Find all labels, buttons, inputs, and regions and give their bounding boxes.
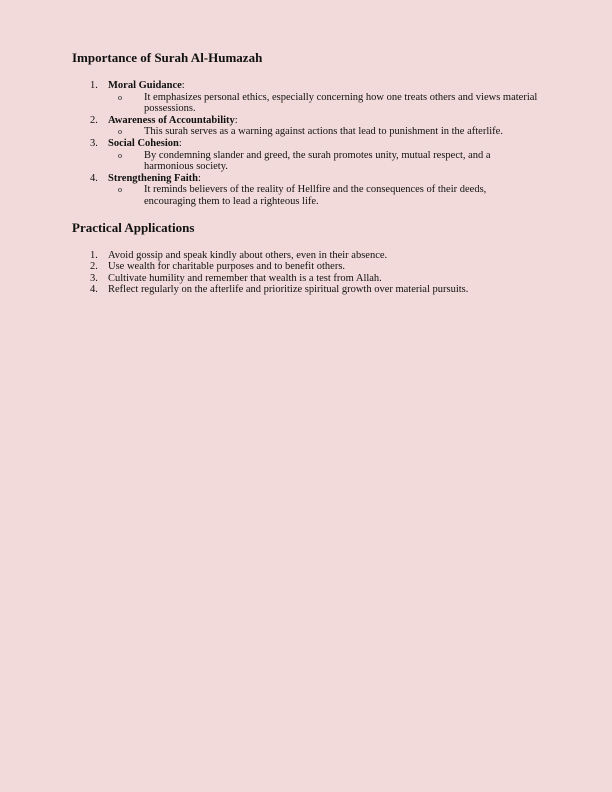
list-item [72, 261, 540, 273]
circle-bullet-icon: o [118, 185, 122, 195]
circle-bullet-icon: o [118, 92, 122, 102]
practical-heading: Practical Applications [72, 219, 195, 235]
sub-list [108, 184, 540, 207]
item-label-suffix: : [234, 114, 238, 126]
list-number: 2. [90, 261, 98, 273]
item-text: Reflect regularly on the afterlife and prioritize spiritual growth over material pursuits. [108, 284, 469, 296]
item-label: Awareness of Accountability [108, 114, 235, 126]
item-text: Avoid gossip and speak kindly about others, even in their absence. [108, 249, 388, 261]
circle-bullet-icon: o [118, 150, 122, 160]
practical-list [72, 250, 540, 296]
list-item [72, 138, 540, 173]
list-item [72, 284, 540, 296]
sub-list-item [108, 126, 540, 138]
sub-list-item [108, 150, 540, 173]
list-number: 4. [90, 172, 98, 184]
list-item [72, 273, 540, 285]
item-label: Moral Guidance [108, 80, 182, 91]
list-number: 4. [90, 284, 98, 296]
item-detail: It emphasizes personal ethics, especially concerning how one treats others and views material possessions. [144, 91, 538, 115]
importance-heading: Importance of Surah Al-Humazah [72, 50, 263, 65]
item-detail: By condemning slander and greed, the surah promotes unity, mutual respect, and a harmonious society. [144, 149, 491, 173]
item-detail: It reminds believers of the reality of Hellfire and the consequences of their deeds, encouraging them to lead a righteous life. [144, 184, 487, 207]
item-text: Use wealth for charitable purposes and to benefit others. [108, 261, 346, 273]
sub-list-item [108, 184, 540, 207]
list-number: 1. [90, 249, 98, 261]
list-number: 3. [90, 272, 98, 284]
list-item [72, 173, 540, 208]
item-label-suffix: : [181, 80, 185, 91]
sub-list [108, 126, 540, 138]
item-label: Strengthening Faith [108, 172, 198, 184]
sub-list-item [108, 92, 540, 115]
list-item [72, 115, 540, 138]
item-detail: This surah serves as a warning against actions that lead to punishment in the afterlife. [144, 126, 503, 138]
list-number: 2. [90, 114, 98, 126]
item-label-suffix: : [197, 172, 201, 184]
item-label-suffix: : [178, 137, 182, 149]
item-text: Cultivate humility and remember that wealth is a test from Allah. [108, 272, 382, 284]
list-item [72, 250, 540, 262]
list-item [72, 80, 540, 115]
sub-list [108, 150, 540, 173]
list-number: 1. [90, 80, 98, 91]
importance-list [72, 80, 540, 208]
list-number: 3. [90, 137, 98, 149]
document-page [72, 50, 540, 296]
item-label: Social Cohesion [108, 137, 179, 149]
circle-bullet-icon: o [118, 127, 122, 137]
sub-list [108, 92, 540, 115]
